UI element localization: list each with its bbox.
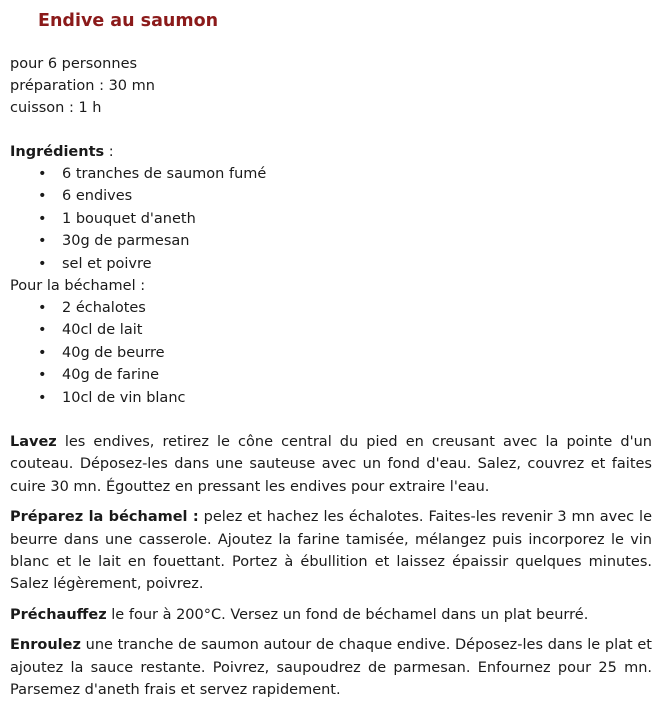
ingredients-label-suffix: : xyxy=(104,144,114,160)
step-lead: Lavez xyxy=(10,433,57,450)
ingredients-heading xyxy=(10,141,652,163)
bechamel-ingredient-item: • 2 échalotes xyxy=(10,297,652,319)
ingredient-item: • 1 bouquet d'aneth xyxy=(10,208,652,230)
step-text: une tranche de saumon autour de chaque endive. Déposez-les dans le plat et ajoutez la sauce restante. Poivrez, saupoudrez de parmesan. Enfournez pour 25 mn. Parsemez d'aneth frais et servez rapidement. xyxy=(10,637,652,698)
ingredient-item: • 6 endives xyxy=(10,185,652,207)
step-lead: Préchauffez xyxy=(10,606,107,623)
ingredient-item: • sel et poivre xyxy=(10,253,652,275)
bechamel-ingredient-item: • 40cl de lait xyxy=(10,319,652,341)
step-lead: Enroulez xyxy=(10,637,81,654)
bechamel-heading: Pour la béchamel : xyxy=(10,277,146,294)
servings-text: pour 6 personnes xyxy=(10,56,138,72)
bechamel-ingredient-item: • 10cl de vin blanc xyxy=(10,387,652,409)
cooking-time-text: cuisson : 1 h xyxy=(10,100,102,116)
step-text: le four à 200°C. Versez un fond de béchamel dans un plat beurré. xyxy=(106,606,589,623)
step-paragraph xyxy=(10,634,652,701)
recipe-title: Endive au saumon xyxy=(38,11,219,31)
step-text: pelez et hachez les échalotes. Faites-les revenir 3 mn avec le beurre dans une casserole. Ajoutez la farine tamisée, mélangez puis incorporez le vin blanc et le lait en fouettant. Portez à ébullition et laissez épaissir quelques minutes. Salez légèrement, poivrez. xyxy=(10,509,652,593)
recipe-steps xyxy=(10,431,652,701)
step-paragraph xyxy=(10,604,652,626)
bechamel-ingredient-item: • 40g de farine xyxy=(10,364,652,386)
ingredients-list xyxy=(10,163,652,275)
step-text: les endives, retirez le cône central du pied en creusant avec la pointe d'un couteau. Déposez-les dans une sauteuse avec un fond d'eau. Salez, couvrez et faites cuire 30 mn. Égouttez en pressant les endives pour extraire l'eau. xyxy=(10,433,652,495)
recipe-page xyxy=(10,0,652,709)
ingredient-item: • 6 tranches de saumon fumé xyxy=(10,163,652,185)
step-paragraph xyxy=(10,431,652,498)
ingredient-item: • 30g de parmesan xyxy=(10,230,652,252)
step-lead: Préparez la béchamel : xyxy=(10,509,199,526)
step-paragraph xyxy=(10,506,652,596)
bechamel-ingredient-item: • 40g de beurre xyxy=(10,342,652,364)
bechamel-ingredients-list xyxy=(10,297,652,409)
recipe-meta xyxy=(10,53,652,119)
preparation-time-text: préparation : 30 mn xyxy=(10,78,155,94)
ingredients-label: Ingrédients xyxy=(10,144,105,160)
